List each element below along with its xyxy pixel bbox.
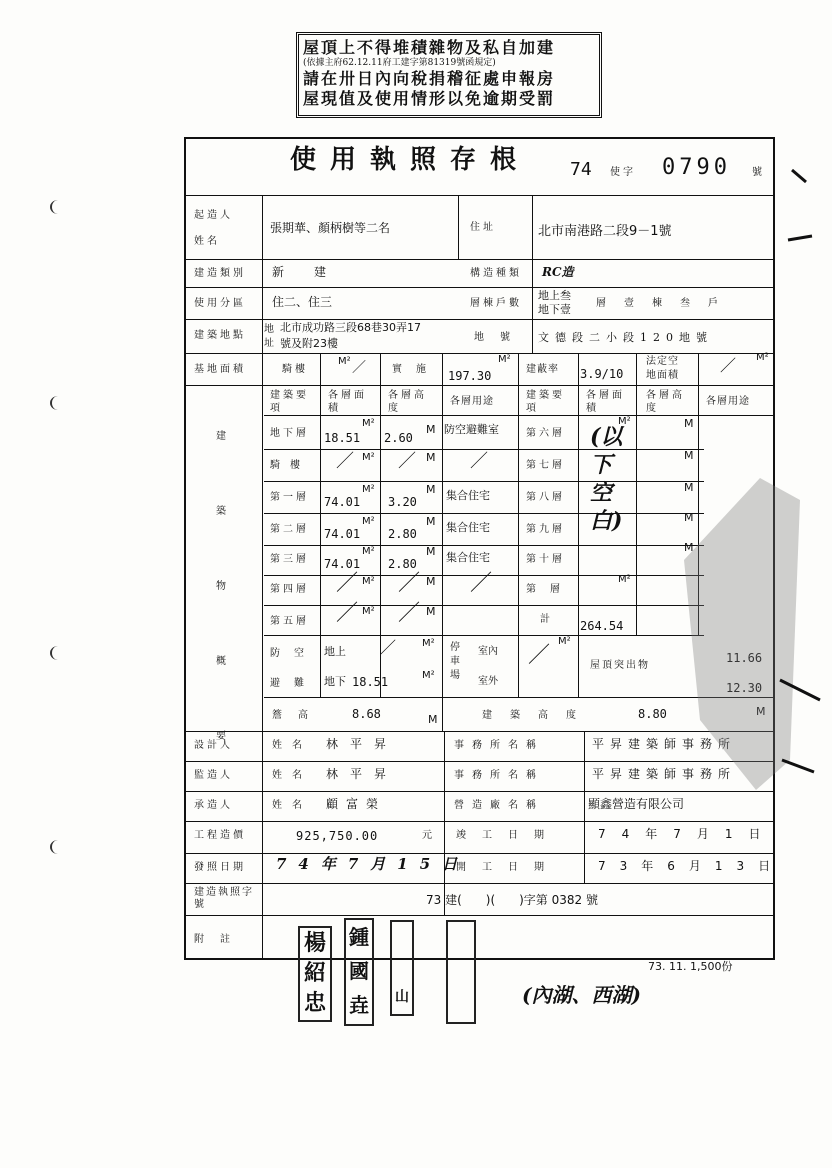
floor-height: ／ [398, 571, 421, 596]
permit-value: 73 建( )( )字第 0382 號 [426, 893, 598, 907]
supervisor-office: 平昇建築師事務所 [592, 767, 737, 781]
contractor-firm: 顯鑫營造有限公司 [588, 797, 685, 811]
valuation-value-1: 11.66 [726, 651, 763, 665]
floor-height: ／ [398, 601, 421, 626]
supervisor-label: 監造人 [194, 770, 233, 781]
floor-name-right: 第六層 [526, 428, 565, 439]
floor-area: 18.51 [324, 431, 361, 445]
unit-m2: M² [362, 452, 375, 463]
floor-name: 第四層 [270, 584, 309, 595]
address-label: 住址 [470, 222, 496, 233]
build-category-value: 新建 [272, 265, 357, 279]
floor-area: 74.01 [324, 557, 361, 571]
floor-area: ／ [336, 601, 359, 626]
coverage-value: 3.9/10 [580, 367, 624, 381]
coverage-label: 建蔽率 [526, 364, 559, 375]
floor-name: 第二層 [270, 524, 309, 535]
applicant-label: 起造人 [194, 210, 233, 221]
legal-label-1: 法定空 [646, 356, 679, 367]
floor-area: 74.01 [324, 495, 361, 509]
shelter-above-label: 地上 [324, 645, 346, 658]
unit-m: M [426, 451, 436, 464]
floors-header-use: 各層用途 [450, 396, 494, 407]
address-value: 北市南港路二段9－1號 [538, 224, 672, 239]
unit-m: M [426, 545, 436, 558]
unit-m: M [426, 515, 436, 528]
unit-m: M [426, 483, 436, 496]
permit-number: 0790 [662, 155, 731, 180]
district-note: (內湖、西湖) [522, 983, 641, 1007]
designer-office: 平昇建築師事務所 [592, 737, 737, 751]
actual-label: 實施 [392, 364, 440, 375]
site-label: 建築地點 [194, 330, 246, 341]
issue-label: 發照日期 [194, 862, 246, 873]
floors-above: 地上叁 [538, 289, 571, 302]
floors-header-area-2: 各層面積 [586, 390, 625, 414]
floor-use: 集合住宅 [446, 521, 490, 534]
floors-words: 層壹棟叁戶 [596, 298, 736, 309]
supervisor-office-label: 事務所名稱 [454, 770, 544, 781]
unit-m2: M² [498, 354, 511, 365]
floor-name: 騎樓 [270, 460, 310, 471]
unit-m: M [684, 417, 694, 430]
designer-office-label: 事務所名稱 [454, 740, 544, 751]
unit-m2: M² [338, 356, 351, 367]
unit-m2: M² [362, 516, 375, 527]
site-line-2: 號及附23樓 [280, 337, 338, 350]
annex-value: ／ [352, 360, 366, 376]
print-note: 73. 11. 1,500份 [648, 960, 733, 973]
floors-header-item-2: 建築要項 [526, 390, 565, 414]
unit-m: M [684, 541, 694, 554]
shelter-above-value: ／ [380, 638, 397, 657]
structure-type-value: RC造 [542, 265, 574, 279]
notice-line-1: 屋頂上不得堆積雜物及私自加建 [303, 38, 556, 57]
cost-label: 工程造價 [194, 830, 246, 841]
cost-unit: 元 [422, 830, 435, 841]
bldg-height-label: 建築高度 [482, 710, 594, 721]
floors-below: 地下壹 [538, 303, 571, 316]
permit-suffix: 號 [752, 167, 765, 178]
eave-value: 8.68 [352, 707, 381, 721]
stamp-text: 楊紹忠 [303, 930, 326, 1016]
unit-m: M [756, 705, 766, 718]
base-area-label: 基地面積 [194, 364, 246, 375]
permit-year: 74 [570, 159, 592, 180]
total-value: 264.54 [580, 619, 624, 633]
start-label: 開工日期 [456, 862, 560, 873]
shelter-label-2: 避難 [270, 678, 318, 689]
unit-m2: M² [618, 574, 631, 585]
applicant-name-label: 姓名 [194, 236, 220, 247]
unit-m2: M² [362, 418, 375, 429]
floor-name-right: 第七層 [526, 460, 565, 471]
structure-type-label: 構造種類 [470, 268, 522, 279]
use-zone-value: 住二、住三 [272, 295, 333, 309]
floor-name-right: 第九層 [526, 524, 565, 535]
floors-header-height-2: 各層高度 [646, 390, 685, 414]
notice-line-4: 屋現值及使用情形以免逾期受罰 [303, 89, 556, 108]
torn-paper-shade [684, 478, 800, 790]
shelter-below-label: 地下 [324, 675, 346, 688]
supervisor-name: 林平昇 [326, 767, 399, 781]
floor-name-right: 第八層 [526, 492, 565, 503]
complete-label: 竣工日期 [456, 830, 560, 841]
notice-line-3: 請在卅日內向稅捐稽征處申報房 [303, 69, 556, 88]
supervisor-name-label: 姓名 [272, 770, 312, 781]
actual-value: 197.30 [448, 369, 492, 383]
legal-label-2: 地面積 [646, 370, 679, 381]
designer-name-label: 姓名 [272, 740, 312, 751]
floor-name: 第一層 [270, 492, 309, 503]
floor-name: 地下層 [270, 428, 309, 439]
form-title: 使用執照存根 [290, 145, 531, 175]
floor-use: ／ [470, 451, 488, 472]
floor-use: 防空避難室 [444, 423, 499, 436]
legal-value: ／ [720, 356, 737, 375]
contractor-label: 承造人 [194, 800, 233, 811]
parking-indoor: 室內 [478, 646, 498, 657]
floor-use: 集合住宅 [446, 551, 490, 564]
floor-name-right: 第層 [526, 584, 574, 595]
floor-use: ／ [470, 571, 493, 596]
floor-name: 第五層 [270, 616, 309, 627]
parking-label: 停車場 [450, 642, 460, 681]
floor-height: 2.60 [384, 431, 413, 445]
site-lot-value: 文德段二小段120地號 [538, 331, 713, 344]
floor-name-right: 第十層 [526, 554, 565, 565]
designer-label: 設計人 [194, 740, 233, 751]
unit-m: M [426, 575, 436, 588]
unit-m: M [684, 511, 694, 524]
parking-value: ／ [528, 643, 551, 668]
valuation-label: 屋頂突出物 [590, 660, 650, 671]
designer-name: 林平昇 [326, 737, 399, 751]
use-zone-label: 使用分區 [194, 298, 246, 309]
floors-header-height: 各層高度 [388, 390, 427, 414]
annex-label: 騎樓 [282, 364, 308, 375]
blank-note: (以下空白) [590, 424, 623, 534]
applicant-value: 張期華、顏柄樹等二名 [270, 221, 391, 235]
floor-area: 74.01 [324, 527, 361, 541]
permit-label: 建造執照字號 [194, 887, 254, 910]
floor-height: 2.80 [388, 557, 417, 571]
site-lot-label: 地號 [474, 332, 526, 343]
floor-height: 3.20 [388, 495, 417, 509]
remarks-label: 附註 [194, 934, 246, 945]
notice-line-2: (依據主府62.12.11府工建字第81319號函規定) [303, 58, 496, 68]
floor-use: 集合住宅 [446, 489, 490, 502]
floor-area: ／ [336, 571, 359, 596]
unit-m2: M² [422, 638, 435, 649]
stamp-text: 山 [395, 989, 409, 1005]
floor-area: ／ [336, 451, 354, 472]
unit-m: M [684, 481, 694, 494]
floor-name: 第三層 [270, 554, 309, 565]
site-line-1: 北市成功路三段68巷30弄17 [280, 321, 421, 334]
floors-header-item: 建築要項 [270, 390, 309, 414]
unit-m2: M² [362, 546, 375, 557]
build-category-label: 建造類別 [194, 268, 246, 279]
edge-marks [780, 170, 820, 772]
complete-value: 74年7月1日 [598, 827, 777, 841]
floors-header-area: 各層面積 [328, 390, 367, 414]
axis-label: 建築物概要 [216, 431, 226, 742]
unit-m2: M² [362, 484, 375, 495]
floor-height: ／ [398, 451, 416, 472]
unit-m2: M² [756, 352, 769, 363]
unit-m: M [428, 713, 438, 726]
floor-height: 2.80 [388, 527, 417, 541]
shelter-label-1: 防空 [270, 648, 318, 659]
total-label: 計 [540, 614, 553, 625]
eave-label: 簷高 [272, 710, 324, 721]
valuation-value-2: 12.30 [726, 681, 763, 695]
unit-m: M [426, 605, 436, 618]
contractor-name: 顧富榮 [326, 797, 387, 811]
bldg-height-value: 8.80 [638, 707, 667, 721]
unit-m2: M² [362, 576, 375, 587]
unit-m2: M² [558, 636, 571, 647]
shelter-below-value: 18.51 [352, 675, 389, 689]
unit-m2: M² [618, 416, 631, 427]
floors-header-use-2: 各層用途 [706, 396, 750, 407]
cost-value: 925,750.00 [296, 829, 379, 843]
start-value: 73年6月13日 [598, 859, 785, 873]
parking-outdoor: 室外 [478, 676, 498, 687]
unit-m: M [426, 423, 436, 436]
issue-value: 74年7月15日 [276, 855, 470, 873]
stamp-text: 鍾國垚 [349, 925, 369, 1017]
floors-units-label: 層棟戶數 [470, 298, 522, 309]
site-addr-label: 地址 [264, 324, 274, 349]
unit-m2: M² [422, 670, 435, 681]
contractor-firm-label: 營造廠名稱 [454, 800, 544, 811]
unit-m: M [684, 449, 694, 462]
permit-char: 使字 [610, 167, 636, 178]
unit-m2: M² [362, 606, 375, 617]
contractor-name-label: 姓名 [272, 800, 312, 811]
